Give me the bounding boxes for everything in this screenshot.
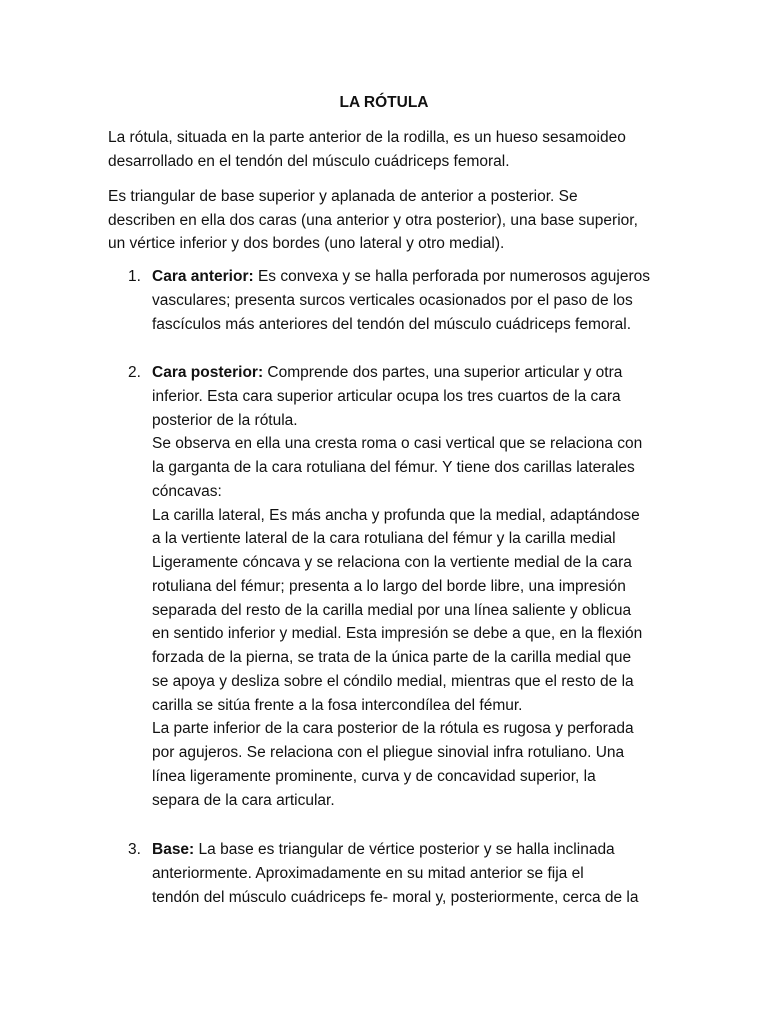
paragraph-line: desarrollado en el tendón del músculo cuádriceps femoral. xyxy=(108,152,510,170)
list-item-body xyxy=(152,361,672,812)
intro-paragraph xyxy=(108,126,668,173)
list-item-line: tendón del músculo cuádriceps fe- moral y, posteriormente, cerca de la xyxy=(152,888,639,906)
list-item-line: posterior de la rótula. xyxy=(152,411,298,429)
list-item-line: carilla se sitúa frente a la fosa intercondílea del fémur. xyxy=(152,696,523,714)
list-item-line: línea ligeramente prominente, curva y de concavidad superior, la xyxy=(152,767,596,785)
list-item-first-line xyxy=(152,361,672,385)
paragraph-line: La rótula, situada en la parte anterior de la rodilla, es un hueso sesamoideo xyxy=(108,129,626,146)
list-number: 1. xyxy=(128,268,141,285)
list-item-line: Ligeramente cóncava y se relaciona con la vertiente medial de la cara xyxy=(152,554,632,571)
list-item-line: fascículos más anteriores del tendón del músculo cuádriceps femoral. xyxy=(152,315,632,333)
list-item-label: Base: xyxy=(152,841,195,858)
list-item-line: inferior. Esta cara superior articular ocupa los tres cuartos de la cara xyxy=(152,387,621,405)
list-item-line: La carilla lateral, Es más ancha y profunda que la medial, adaptándose xyxy=(152,506,640,524)
list-item-line: por agujeros. Se relaciona con el pliegue sinovial infra rotuliano. Una xyxy=(152,744,625,761)
paragraph-line: Es triangular de base superior y aplanada de anterior a posterior. Se xyxy=(108,188,578,205)
list-item-line: anteriormente. Aproximadamente en su mitad anterior se fija el xyxy=(152,864,584,882)
list-item-body xyxy=(152,265,672,336)
list-item-label: Cara posterior: xyxy=(152,364,264,381)
list-item-body xyxy=(152,838,672,909)
list-item-line: la garganta de la cara rotuliana del fémur. Y tiene dos carillas laterales xyxy=(152,459,635,476)
list-item-line: forzada de la pierna, se trata de la única parte de la carilla medial que xyxy=(152,649,632,666)
list-item-line: rotuliana del fémur; presenta a lo largo del borde libre, una impresión xyxy=(152,577,626,595)
list-item-line: Se observa en ella una cresta roma o casi vertical que se relaciona con xyxy=(152,435,643,453)
list-item-line: en sentido inferior y medial. Esta impresión se debe a que, en la flexión xyxy=(152,625,643,643)
list-item-first-text: La base es triangular de vértice posterior y se halla inclinada xyxy=(194,841,615,858)
list-item-line: separa de la cara articular. xyxy=(152,791,335,809)
list-item-line: a la vertiente lateral de la cara rotuliana del fémur y la carilla medial xyxy=(152,530,616,548)
list-item-line: cóncavas: xyxy=(152,482,222,500)
list-item-first-line xyxy=(152,838,672,862)
list-item-line: La parte inferior de la cara posterior de la rótula es rugosa y perforada xyxy=(152,720,634,738)
paragraph-line: describen en ella dos caras (una anterior y otra posterior), una base superior, xyxy=(108,211,638,229)
list-item-line: separada del resto de la carilla medial por una línea saliente y oblicua xyxy=(152,601,632,619)
list-item-label: Cara anterior: xyxy=(152,268,254,285)
list-item-first-line xyxy=(152,265,672,289)
list-number: 3. xyxy=(128,841,141,858)
list-item-line: vasculares; presenta surcos verticales ocasionados por el paso de los xyxy=(152,291,633,309)
list-item-first-text: Comprende dos partes, una superior articular y otra xyxy=(263,364,623,381)
paragraph-line: un vértice inferior y dos bordes (uno lateral y otro medial). xyxy=(108,235,505,253)
list-number: 2. xyxy=(128,364,141,381)
document-title: LA RÓTULA xyxy=(339,94,429,111)
list-item-first-text: Es convexa y se halla perforada por numerosos agujeros xyxy=(253,268,650,285)
list-item-line: se apoya y desliza sobre el cóndilo medial, mientras que el resto de la xyxy=(152,672,634,690)
shape-paragraph xyxy=(108,185,668,256)
